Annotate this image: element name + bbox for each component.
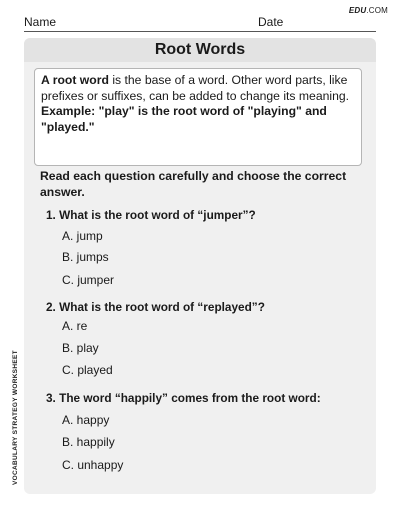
- name-date-line: [24, 31, 376, 32]
- question-2: 2. What is the root word of “replayed”?: [46, 300, 265, 314]
- question-1: 1. What is the root word of “jumper”?: [46, 208, 256, 222]
- worksheet-panel: [24, 38, 376, 494]
- example-label: Example:: [41, 104, 96, 118]
- question-1-option-b[interactable]: B. jumps: [62, 250, 109, 264]
- question-2-option-b[interactable]: B. play: [62, 341, 99, 355]
- date-label: Date: [258, 15, 284, 29]
- definition-text: [41, 73, 361, 104]
- definition-term: A root word: [41, 73, 109, 87]
- example-text: [41, 104, 361, 135]
- question-2-option-c[interactable]: C. played: [62, 363, 113, 377]
- question-3: 3. The word “happily” comes from the root word:: [46, 391, 321, 405]
- brand-logo: EDU.COM: [348, 6, 388, 15]
- question-1-option-c[interactable]: C. jumper: [62, 273, 115, 287]
- question-2-option-a[interactable]: A. re: [62, 319, 88, 333]
- question-3-option-b[interactable]: B. happily: [62, 435, 115, 449]
- sidebar-label: VOCABULARY STRATEGY WORKSHEET: [12, 350, 19, 485]
- definition-body: is the base of a word. Other word parts, like prefixes or suffixes, can be added to change its meaning.: [41, 73, 350, 103]
- definition-box: [34, 68, 362, 166]
- question-1-option-a[interactable]: A. jump: [62, 229, 103, 243]
- question-3-option-c[interactable]: C. unhappy: [62, 458, 124, 472]
- question-3-option-a[interactable]: A. happy: [62, 413, 110, 427]
- worksheet-title: Root Words: [24, 38, 376, 62]
- name-label: Name: [24, 15, 57, 29]
- example-body: "play" is the root word of "playing" and "played.": [41, 104, 327, 134]
- instructions: Read each question carefully and choose the correct answer.: [40, 169, 347, 199]
